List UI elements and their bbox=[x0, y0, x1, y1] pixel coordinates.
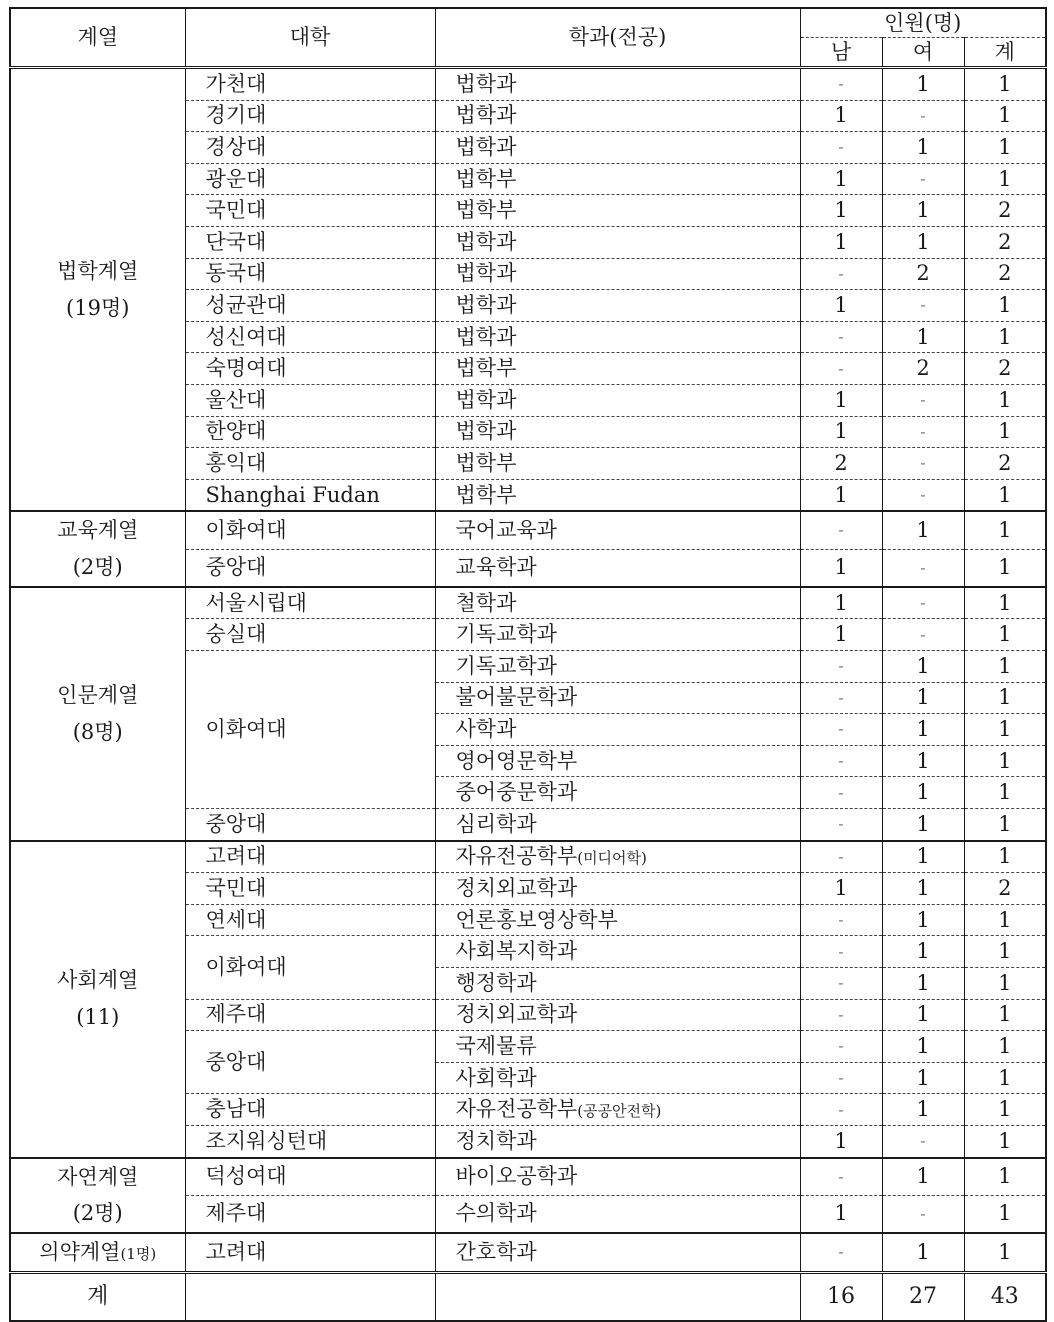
category-name: 자연계열 bbox=[57, 1164, 139, 1189]
department-cell bbox=[435, 384, 800, 416]
department-name: 법학과 bbox=[455, 134, 517, 159]
row-total: 2 bbox=[964, 353, 1046, 385]
female-count: - bbox=[882, 416, 964, 448]
department-cell bbox=[435, 714, 800, 746]
female-count: - bbox=[882, 1125, 964, 1157]
female-count: 1 bbox=[882, 682, 964, 714]
header-male: 남 bbox=[800, 38, 882, 68]
department-cell bbox=[435, 100, 800, 132]
department-cell bbox=[435, 904, 800, 936]
female-count: - bbox=[882, 1195, 964, 1233]
university-cell: 동국대 bbox=[185, 258, 435, 290]
female-count: - bbox=[882, 549, 964, 587]
university-cell: 숙명여대 bbox=[185, 353, 435, 385]
row-total: 1 bbox=[964, 841, 1046, 873]
department-name: 정치외교학과 bbox=[455, 875, 578, 900]
male-count: - bbox=[800, 1062, 882, 1094]
row-total: 2 bbox=[964, 195, 1046, 227]
department-name: 법학부 bbox=[455, 198, 517, 223]
row-total: 1 bbox=[964, 132, 1046, 164]
department-name: 법학과 bbox=[455, 71, 517, 96]
department-cell bbox=[435, 132, 800, 164]
total-university-empty bbox=[185, 1272, 435, 1321]
male-count: - bbox=[800, 353, 882, 385]
category-name: 인문계열 bbox=[57, 682, 139, 707]
department-cell bbox=[435, 163, 800, 195]
university-cell: 단국대 bbox=[185, 226, 435, 258]
category-cell bbox=[10, 1158, 185, 1234]
university-cell: 연세대 bbox=[185, 904, 435, 936]
university-cell: 경기대 bbox=[185, 100, 435, 132]
university-cell: 광운대 bbox=[185, 163, 435, 195]
enrollment-table bbox=[9, 7, 1047, 1322]
total-male: 16 bbox=[800, 1272, 882, 1321]
department-cell bbox=[435, 1062, 800, 1094]
university-cell: 홍익대 bbox=[185, 448, 435, 480]
female-count: - bbox=[882, 479, 964, 511]
row-total: 1 bbox=[964, 714, 1046, 746]
university-cell: 이화여대 bbox=[185, 936, 435, 999]
total-sum: 43 bbox=[964, 1272, 1046, 1321]
department-name: 사회복지학과 bbox=[455, 939, 578, 964]
department-name: 중어중문학과 bbox=[455, 780, 578, 805]
row-total: 1 bbox=[964, 321, 1046, 353]
university-cell: 제주대 bbox=[185, 1195, 435, 1233]
department-name: 법학과 bbox=[455, 229, 517, 254]
female-count: - bbox=[882, 100, 964, 132]
department-name: 법학과 bbox=[455, 419, 517, 444]
male-count: - bbox=[800, 1233, 882, 1272]
female-count: - bbox=[882, 384, 964, 416]
university-cell: 이화여대 bbox=[185, 511, 435, 549]
category-name: 사회계열 bbox=[57, 968, 139, 993]
department-cell bbox=[435, 258, 800, 290]
header-count: 인원(명) bbox=[800, 8, 1046, 38]
category-count: (2명) bbox=[72, 1201, 123, 1226]
university-cell: 조지워싱턴대 bbox=[185, 1125, 435, 1157]
male-count: - bbox=[800, 321, 882, 353]
male-count: 1 bbox=[800, 226, 882, 258]
university-cell: 경상대 bbox=[185, 132, 435, 164]
university-cell: 성신여대 bbox=[185, 321, 435, 353]
university-cell: 한양대 bbox=[185, 416, 435, 448]
male-count: - bbox=[800, 682, 882, 714]
row-total: 1 bbox=[964, 100, 1046, 132]
department-name: 법학과 bbox=[455, 292, 517, 317]
male-count: 1 bbox=[800, 195, 882, 227]
department-cell bbox=[435, 290, 800, 322]
row-total: 1 bbox=[964, 619, 1046, 651]
row-total: 1 bbox=[964, 682, 1046, 714]
university-cell: 제주대 bbox=[185, 999, 435, 1031]
department-cell bbox=[435, 1031, 800, 1063]
university-cell: 국민대 bbox=[185, 873, 435, 905]
total-department-empty bbox=[435, 1272, 800, 1321]
female-count: 1 bbox=[882, 226, 964, 258]
department-name: 자유전공학부 bbox=[455, 844, 578, 869]
female-count: 1 bbox=[882, 132, 964, 164]
male-count: - bbox=[800, 258, 882, 290]
female-count: 1 bbox=[882, 936, 964, 968]
category-name: 교육계열 bbox=[57, 518, 139, 543]
male-count: 2 bbox=[800, 448, 882, 480]
female-count: - bbox=[882, 290, 964, 322]
male-count: - bbox=[800, 1158, 882, 1196]
female-count: 1 bbox=[882, 808, 964, 840]
row-total: 1 bbox=[964, 651, 1046, 683]
male-count: - bbox=[800, 1031, 882, 1063]
department-name: 수의학과 bbox=[455, 1201, 537, 1226]
male-count: - bbox=[800, 745, 882, 777]
department-name: 언론홍보영상학부 bbox=[455, 907, 618, 932]
female-count: - bbox=[882, 587, 964, 619]
category-cell bbox=[10, 841, 185, 1158]
row-total: 1 bbox=[964, 511, 1046, 549]
department-name: 영어영문학부 bbox=[455, 748, 578, 773]
row-total: 1 bbox=[964, 1125, 1046, 1157]
male-count: 1 bbox=[800, 587, 882, 619]
department-note: (미디어학) bbox=[577, 849, 647, 868]
department-name: 법학부 bbox=[455, 482, 517, 507]
row-total: 1 bbox=[964, 999, 1046, 1031]
female-count: 1 bbox=[882, 999, 964, 1031]
department-name: 사회학과 bbox=[455, 1065, 537, 1090]
female-count: 1 bbox=[882, 745, 964, 777]
row-total: 1 bbox=[964, 936, 1046, 968]
department-cell bbox=[435, 873, 800, 905]
male-count: 1 bbox=[800, 416, 882, 448]
department-name: 간호학과 bbox=[455, 1239, 537, 1264]
row-total: 1 bbox=[964, 1158, 1046, 1196]
university-cell: 가천대 bbox=[185, 68, 435, 101]
row-total: 1 bbox=[964, 68, 1046, 101]
row-total: 2 bbox=[964, 448, 1046, 480]
male-count: - bbox=[800, 999, 882, 1031]
university-cell: 고려대 bbox=[185, 841, 435, 873]
header-category: 계열 bbox=[10, 8, 185, 68]
department-name: 행정학과 bbox=[455, 970, 537, 995]
row-total: 1 bbox=[964, 549, 1046, 587]
department-cell bbox=[435, 651, 800, 683]
total-female: 27 bbox=[882, 1272, 964, 1321]
department-name: 불어불문학과 bbox=[455, 685, 578, 710]
female-count: 1 bbox=[882, 714, 964, 746]
row-total: 1 bbox=[964, 1195, 1046, 1233]
department-cell bbox=[435, 1094, 800, 1126]
male-count: - bbox=[800, 68, 882, 101]
department-cell bbox=[435, 999, 800, 1031]
department-cell bbox=[435, 587, 800, 619]
row-total: 2 bbox=[964, 258, 1046, 290]
female-count: 1 bbox=[882, 195, 964, 227]
male-count: - bbox=[800, 511, 882, 549]
department-name: 자유전공학부 bbox=[455, 1097, 578, 1122]
department-name: 정치외교학과 bbox=[455, 1002, 578, 1027]
department-name: 법학부 bbox=[455, 450, 517, 475]
female-count: 1 bbox=[882, 1094, 964, 1126]
total-row bbox=[10, 1272, 1046, 1321]
category-count: (11) bbox=[76, 1005, 120, 1030]
university-cell: 울산대 bbox=[185, 384, 435, 416]
department-cell bbox=[435, 479, 800, 511]
male-count: 1 bbox=[800, 619, 882, 651]
female-count: 1 bbox=[882, 511, 964, 549]
department-name: 법학과 bbox=[455, 387, 517, 412]
row-total: 1 bbox=[964, 384, 1046, 416]
female-count: 1 bbox=[882, 1233, 964, 1272]
category-count: (19명) bbox=[66, 295, 130, 320]
row-total: 1 bbox=[964, 290, 1046, 322]
table-row bbox=[10, 587, 1046, 619]
department-cell bbox=[435, 321, 800, 353]
department-name: 법학부 bbox=[455, 356, 517, 381]
university-cell: 고려대 bbox=[185, 1233, 435, 1272]
row-total: 1 bbox=[964, 1094, 1046, 1126]
male-count: - bbox=[800, 841, 882, 873]
male-count: 1 bbox=[800, 100, 882, 132]
department-name: 법학과 bbox=[455, 261, 517, 286]
male-count: - bbox=[800, 936, 882, 968]
male-count: - bbox=[800, 651, 882, 683]
department-name: 법학부 bbox=[455, 166, 517, 191]
table-row bbox=[10, 1158, 1046, 1196]
department-name: 교육학과 bbox=[455, 555, 537, 580]
department-cell bbox=[435, 195, 800, 227]
university-cell: 중앙대 bbox=[185, 808, 435, 840]
department-name: 국어교육과 bbox=[455, 517, 557, 542]
category-count: (1명) bbox=[120, 1245, 157, 1263]
male-count: 1 bbox=[800, 1195, 882, 1233]
table-body bbox=[10, 68, 1046, 1273]
female-count: 1 bbox=[882, 651, 964, 683]
row-total: 1 bbox=[964, 587, 1046, 619]
male-count: - bbox=[800, 132, 882, 164]
university-cell: 중앙대 bbox=[185, 1031, 435, 1094]
male-count: 1 bbox=[800, 163, 882, 195]
table-header bbox=[10, 8, 1046, 68]
row-total: 1 bbox=[964, 1031, 1046, 1063]
table-row bbox=[10, 841, 1046, 873]
female-count: 1 bbox=[882, 904, 964, 936]
female-count: - bbox=[882, 448, 964, 480]
department-cell bbox=[435, 416, 800, 448]
female-count: 2 bbox=[882, 353, 964, 385]
category-cell bbox=[10, 511, 185, 587]
male-count: - bbox=[800, 904, 882, 936]
male-count: 1 bbox=[800, 290, 882, 322]
department-cell bbox=[435, 808, 800, 840]
female-count: 1 bbox=[882, 873, 964, 905]
female-count: - bbox=[882, 163, 964, 195]
header-department: 학과(전공) bbox=[435, 8, 800, 68]
male-count: - bbox=[800, 808, 882, 840]
category-count: (2명) bbox=[72, 555, 123, 580]
row-total: 1 bbox=[964, 808, 1046, 840]
header-female: 여 bbox=[882, 38, 964, 68]
row-total: 1 bbox=[964, 745, 1046, 777]
row-total: 1 bbox=[964, 1062, 1046, 1094]
male-count: 1 bbox=[800, 1125, 882, 1157]
department-name: 국제물류 bbox=[455, 1033, 537, 1058]
male-count: 1 bbox=[800, 479, 882, 511]
university-cell: 이화여대 bbox=[185, 651, 435, 809]
category-cell bbox=[10, 68, 185, 512]
table-row bbox=[10, 68, 1046, 101]
category-count: (8명) bbox=[72, 719, 123, 744]
university-cell: 국민대 bbox=[185, 195, 435, 227]
department-cell bbox=[435, 967, 800, 999]
female-count: 2 bbox=[882, 258, 964, 290]
department-name: 심리학과 bbox=[455, 811, 537, 836]
university-cell: 성균관대 bbox=[185, 290, 435, 322]
department-cell bbox=[435, 619, 800, 651]
category-name: 법학계열 bbox=[57, 258, 139, 283]
university-cell: 서울시립대 bbox=[185, 587, 435, 619]
department-name: 사학과 bbox=[455, 716, 517, 741]
department-name: 법학과 bbox=[455, 103, 517, 128]
male-count: 1 bbox=[800, 873, 882, 905]
row-total: 1 bbox=[964, 416, 1046, 448]
male-count: 1 bbox=[800, 549, 882, 587]
department-note: (공공안전학) bbox=[577, 1102, 662, 1121]
department-cell bbox=[435, 549, 800, 587]
female-count: 1 bbox=[882, 841, 964, 873]
department-cell bbox=[435, 353, 800, 385]
university-cell: 덕성여대 bbox=[185, 1158, 435, 1196]
female-count: 1 bbox=[882, 1031, 964, 1063]
department-cell bbox=[435, 745, 800, 777]
department-cell bbox=[435, 1233, 800, 1272]
department-cell bbox=[435, 511, 800, 549]
female-count: - bbox=[882, 619, 964, 651]
university-cell: 충남대 bbox=[185, 1094, 435, 1126]
header-total: 계 bbox=[964, 38, 1046, 68]
department-cell bbox=[435, 936, 800, 968]
department-name: 기독교학과 bbox=[455, 653, 557, 678]
male-count: - bbox=[800, 777, 882, 809]
department-cell bbox=[435, 841, 800, 873]
female-count: 1 bbox=[882, 1158, 964, 1196]
department-cell bbox=[435, 448, 800, 480]
category-cell bbox=[10, 1233, 185, 1272]
row-total: 1 bbox=[964, 479, 1046, 511]
header-university: 대학 bbox=[185, 8, 435, 68]
category-cell bbox=[10, 587, 185, 841]
category-name: 의약계열 bbox=[39, 1240, 121, 1264]
row-total: 2 bbox=[964, 226, 1046, 258]
department-name: 기독교학과 bbox=[455, 622, 557, 647]
department-cell bbox=[435, 226, 800, 258]
department-name: 철학과 bbox=[455, 590, 517, 615]
total-label: 계 bbox=[10, 1272, 185, 1321]
university-cell: 중앙대 bbox=[185, 549, 435, 587]
university-cell: Shanghai Fudan bbox=[185, 479, 435, 511]
row-total: 1 bbox=[964, 967, 1046, 999]
row-total: 1 bbox=[964, 1233, 1046, 1272]
department-cell bbox=[435, 68, 800, 101]
male-count: - bbox=[800, 1094, 882, 1126]
female-count: 1 bbox=[882, 777, 964, 809]
university-cell: 숭실대 bbox=[185, 619, 435, 651]
male-count: - bbox=[800, 967, 882, 999]
department-cell bbox=[435, 1125, 800, 1157]
row-total: 1 bbox=[964, 904, 1046, 936]
row-total: 1 bbox=[964, 777, 1046, 809]
table-row bbox=[10, 1233, 1046, 1272]
department-cell bbox=[435, 1195, 800, 1233]
row-total: 2 bbox=[964, 873, 1046, 905]
female-count: 1 bbox=[882, 68, 964, 101]
department-name: 바이오공학과 bbox=[455, 1164, 578, 1189]
male-count: 1 bbox=[800, 384, 882, 416]
female-count: 1 bbox=[882, 1062, 964, 1094]
department-cell bbox=[435, 682, 800, 714]
female-count: 1 bbox=[882, 321, 964, 353]
row-total: 1 bbox=[964, 163, 1046, 195]
department-name: 정치학과 bbox=[455, 1128, 537, 1153]
department-cell bbox=[435, 777, 800, 809]
department-name: 법학과 bbox=[455, 324, 517, 349]
department-cell bbox=[435, 1158, 800, 1196]
table-row bbox=[10, 511, 1046, 549]
female-count: 1 bbox=[882, 967, 964, 999]
male-count: - bbox=[800, 714, 882, 746]
